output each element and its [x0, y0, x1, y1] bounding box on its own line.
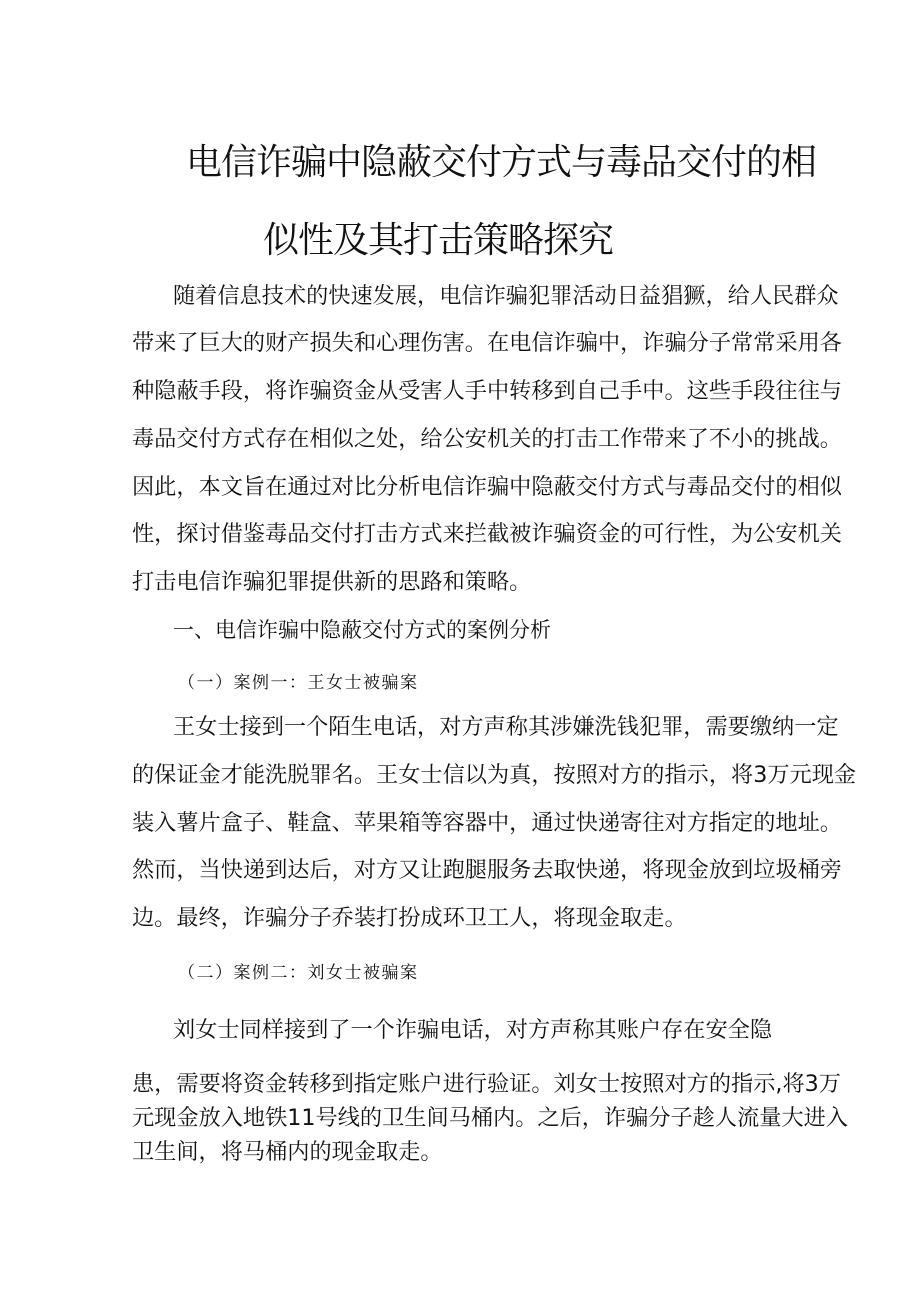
case-1-line: 装入薯片盒子、鞋盒、苹果箱等容器中，通过快递寄往对方指定的地址。: [132, 810, 842, 836]
intro-line: 性，探讨借鉴毒品交付打击方式来拦截被诈骗资金的可行性，为公安机关: [132, 521, 842, 547]
case-1-line: 王女士接到一个陌生电话，对方声称其涉嫌洗钱犯罪，需要缴纳一定: [173, 714, 839, 740]
case-1-line: 边。最终，诈骗分子乔装打扮成环卫工人，将现金取走。: [132, 905, 687, 931]
case-1-heading: （一）案例一：王女士被骗案: [178, 673, 419, 693]
case-1-line: 然而，当快递到达后，对方又让跑腿服务去取快递，将现金放到垃圾桶旁: [132, 857, 842, 883]
intro-line: 种隐蔽手段，将诈骗资金从受害人手中转移到自己手中。这些手段往往与: [132, 378, 842, 404]
document-title-line-1: 电信诈骗中隐蔽交付方式与毒品交付的相: [186, 142, 817, 183]
case-2-line: 患，需要将资金转移到指定账户进行验证。刘女士按照对方的指示,将3万: [132, 1071, 841, 1097]
case-2-line: 卫生间，将马桶内的现金取走。: [132, 1139, 443, 1165]
case-1-line: 的保证金才能洗脱罪名。王女士信以为真，按照对方的指示，将3万元现金: [132, 762, 857, 788]
intro-line: 随着信息技术的快速发展，电信诈骗犯罪活动日益猖獗，给人民群众: [173, 283, 839, 309]
intro-line: 打击电信诈骗犯罪提供新的思路和策略。: [132, 569, 532, 595]
case-2-line: 刘女士同样接到了一个诈骗电话，对方声称其账户存在安全隐: [173, 1017, 773, 1043]
intro-line: 毒品交付方式存在相似之处，给公安机关的打击工作带来了不小的挑战。: [132, 426, 842, 452]
case-2-heading: （二）案例二：刘女士被骗案: [178, 963, 419, 983]
intro-line: 带来了巨大的财产损失和心理伤害。在电信诈骗中，诈骗分子常常采用各: [132, 330, 842, 356]
intro-line: 因此，本文旨在通过对比分析电信诈骗中隐蔽交付方式与毒品交付的相似: [132, 474, 842, 500]
document-title-line-2: 似性及其打击策略探究: [263, 220, 614, 261]
section-heading: 一、电信诈骗中隐蔽交付方式的案例分析: [173, 618, 551, 642]
case-2-line: 元现金放入地铁11号线的卫生间马桶内。之后，诈骗分子趁人流量大进入: [132, 1105, 849, 1131]
